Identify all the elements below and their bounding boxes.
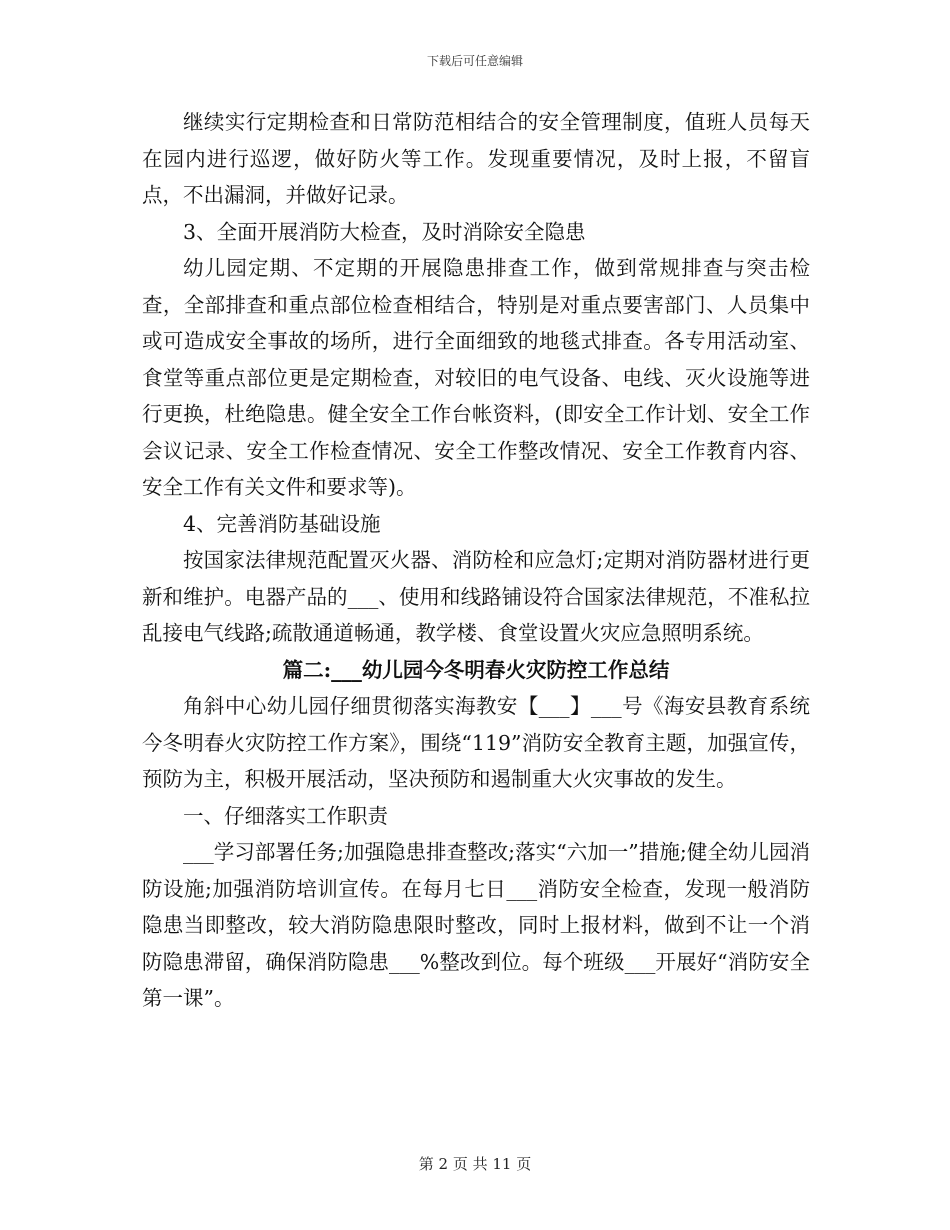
paragraph: 幼儿园定期、不定期的开展隐患排查工作，做到常规排查与突击检查，全部排查和重点部位检查相结合，特别是对重点要害部门、人员集中或可造成安全事故的场所，进行全面细致的地毯式排查。各专用活动室、食堂等重点部位更是定期检查，对较旧的电气设备、电线、灭火设施等进行更换，杜绝隐患。健全安全工作台帐资料，(即安全工作计划、安全工作会议记录、安全工作检查情况、安全工作整改情况、安全工作教育内容、安全工作有关文件和要求等)。 — [142, 256, 810, 499]
paragraph-heading: 3、全面开展消防大检查，及时消除安全隐患 — [183, 219, 586, 244]
page-number: 第 2 页 共 11 页 — [418, 1155, 532, 1173]
page-header: 下载后可任意编辑 — [426, 54, 523, 68]
paragraph: 继续实行定期检查和日常防范相结合的安全管理制度，值班人员每天在园内进行巡逻，做好防火等工作。发现重要情况，及时上报，不留盲点，不出漏洞，并做好记录。 — [142, 110, 810, 207]
paragraph-heading: 一、仔细落实工作职责 — [183, 803, 388, 828]
paragraph: 角斜中心幼儿园仔细贯彻落实海教安【___】___号《海安县教育系统今冬明春火灾防控工作方案》，围绕“119”消防安全教育主题，加强宣传，预防为主，积极开展活动，坚决预防和遏制重大火灾事故的发生。 — [142, 694, 810, 791]
paragraph: ___学习部署任务;加强隐患排查整改;落实“六加一”措施;健全幼儿园消防设施;加强消防培训宣传。在每月七日___消防安全检查，发现一般消防隐患当即整改，较大消防隐患限时整改，同时上报材料，做到不让一个消防隐患滞留，确保消防隐患___%整改到位。每个班级___开展好“消防安全第一课”。 — [142, 840, 810, 1010]
paragraph: 按国家法律规范配置灭火器、消防栓和应急灯;定期对消防器材进行更新和维护。电器产品的___、使用和线路铺设符合国家法律规范，不准私拉乱接电气线路;疏散通道畅通，教学楼、食堂设置火灾应急照明系统。 — [142, 548, 810, 645]
document-body — [142, 104, 810, 1017]
section-title: 篇二:___幼儿园今冬明春火灾防控工作总结 — [282, 657, 670, 682]
paragraph-heading: 4、完善消防基础设施 — [183, 511, 381, 536]
